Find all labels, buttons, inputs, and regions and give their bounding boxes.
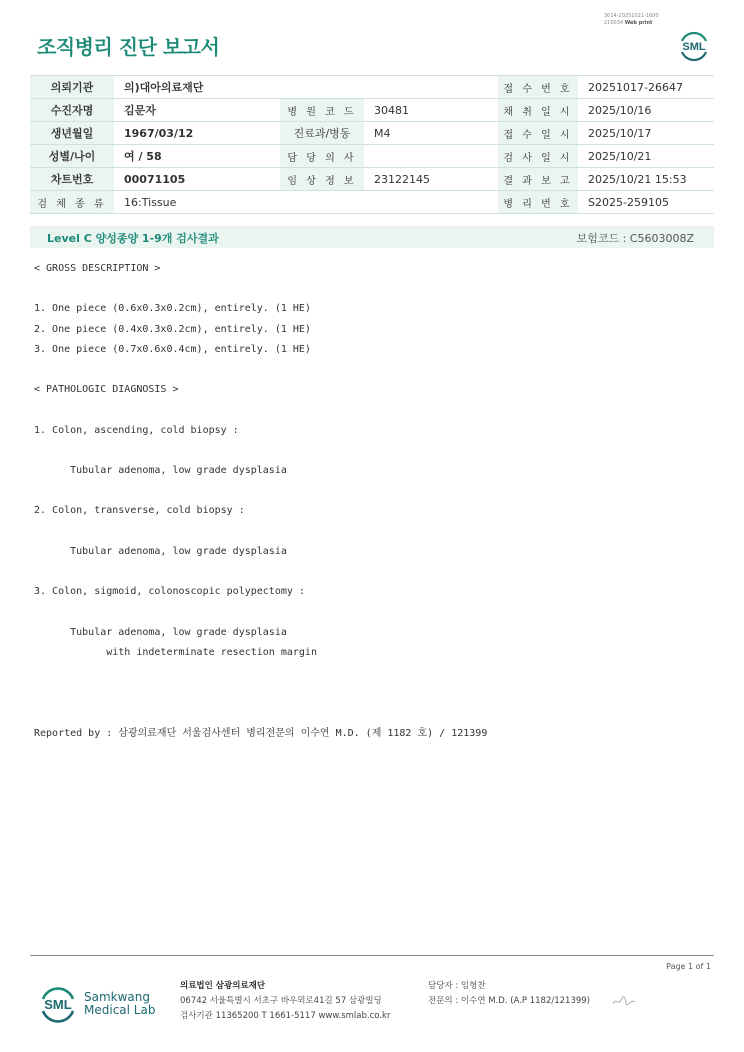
clinical-info: 23122145 xyxy=(364,168,498,191)
result-report-time: 2025/10/21 15:53 xyxy=(578,168,714,191)
label-chart-number: 차트번호 xyxy=(30,168,114,191)
label-birth-date: 생년월일 xyxy=(30,122,114,145)
org-name: 의료법인 삼광의료재단 xyxy=(180,981,266,991)
org-address: 06742 서울특별시 서초구 바우뫼로41길 57 삼광빌딩 xyxy=(180,996,382,1006)
pathology-number: S2025-259105 xyxy=(578,191,714,214)
print-code-line2: 210034 xyxy=(604,20,624,26)
hospital-code: 30481 xyxy=(364,99,498,122)
info-row xyxy=(30,145,714,168)
signature-icon xyxy=(612,995,636,1007)
sml-logo-icon xyxy=(676,27,712,63)
received-date: 2025/10/17 xyxy=(578,122,714,145)
label-sex-age: 성별/나이 xyxy=(30,145,114,168)
print-code-line1: 3014-20251021-1600 xyxy=(604,13,659,19)
footer-divider xyxy=(30,955,714,956)
sml-logo-icon xyxy=(37,982,79,1024)
footer-staff-info xyxy=(428,979,590,1009)
label-hospital-code: 병 원 코 드 xyxy=(280,99,364,122)
brand-name xyxy=(84,991,155,1017)
collection-date: 2025/10/16 xyxy=(578,99,714,122)
footer-org-info xyxy=(180,979,390,1024)
logo-top-text: SML xyxy=(682,41,706,53)
attending-doctor xyxy=(364,145,498,168)
info-row xyxy=(30,168,714,191)
org-contact: 검사기관 11365200 T 1661-5117 www.smlab.co.kr xyxy=(180,1011,391,1021)
result-section-header xyxy=(30,226,714,248)
print-stamp xyxy=(604,13,659,27)
info-row xyxy=(30,76,714,99)
test-date: 2025/10/21 xyxy=(578,145,714,168)
label-department: 진료과/병동 xyxy=(280,122,364,145)
label-patient-name: 수진자명 xyxy=(30,99,114,122)
result-section-title: Level C 양성종양 1-9개 검사결과 xyxy=(47,232,219,245)
staff-label: 담당자 : xyxy=(428,981,459,991)
logo-bottom-text: SML xyxy=(44,997,72,1012)
specimen-type: 16:Tissue xyxy=(114,191,498,214)
label-requesting-institution: 의뢰기관 xyxy=(30,76,114,99)
label-clinical-info: 임 상 정 보 xyxy=(280,168,364,191)
brand-line-1: Samkwang xyxy=(84,990,150,1004)
label-specimen-type: 검 체 종 류 xyxy=(30,191,114,214)
info-row xyxy=(30,191,714,214)
accession-number: 20251017-26647 xyxy=(578,76,714,99)
brand-line-2: Medical Lab xyxy=(84,1003,156,1017)
patient-info-table xyxy=(30,75,714,214)
label-received-date: 접 수 일 시 xyxy=(498,122,578,145)
info-row xyxy=(30,99,714,122)
report-body: < GROSS DESCRIPTION > 1. One piece (0.6x0.3x0.2cm), entirely. (1 HE) 2. One piece (0.4x0.3x0.2cm), entirely. (1 HE) 3. One piece (0.7x0.6x0.4cm), entirely. (1 HE) < PATHOLOGIC DIAGNOSIS > 1. Colon, ascending, cold biopsy : Tubular adenoma, low grade dysplasia 2. Colon, transverse, cold biopsy : Tubular adenoma, low grade dysplasia 3. Colon, sigmoid, colonoscopic polypectomy : Tubular adenoma, low grade dysplasia with indeterminate resection margin Reported by : 삼광의료재단 서울검사센터 병리전문의 이수연 M.D. (제 1182 호) / 121399 xyxy=(34,263,488,739)
info-row xyxy=(30,122,714,145)
specialist-label: 전문의 : xyxy=(428,996,459,1006)
label-pathology-number: 병 리 번 호 xyxy=(498,191,578,214)
page-number: Page 1 of 1 xyxy=(666,962,711,971)
print-mode: Web print xyxy=(624,20,653,26)
label-result-report: 결 과 보 고 xyxy=(498,168,578,191)
department: M4 xyxy=(364,122,498,145)
label-test-date: 검 사 일 시 xyxy=(498,145,578,168)
label-accession-number: 접 수 번 호 xyxy=(498,76,578,99)
birth-date: 1967/03/12 xyxy=(114,122,280,145)
chart-number: 00071105 xyxy=(114,168,280,191)
insurance-code: 보험코드 : C5603008Z xyxy=(576,232,694,245)
label-collection-date: 채 취 일 시 xyxy=(498,99,578,122)
report-title: 조직병리 진단 보고서 xyxy=(37,35,220,59)
label-attending-doctor: 담 당 의 사 xyxy=(280,145,364,168)
sex-age: 여 / 58 xyxy=(114,145,280,168)
requesting-institution: 의)대아의료재단 xyxy=(114,76,498,99)
staff-name: 임형찬 xyxy=(460,981,486,991)
patient-name: 김문자 xyxy=(114,99,280,122)
specialist-name: 이수연 M.D. (A.P 1182/121399) xyxy=(460,996,590,1006)
